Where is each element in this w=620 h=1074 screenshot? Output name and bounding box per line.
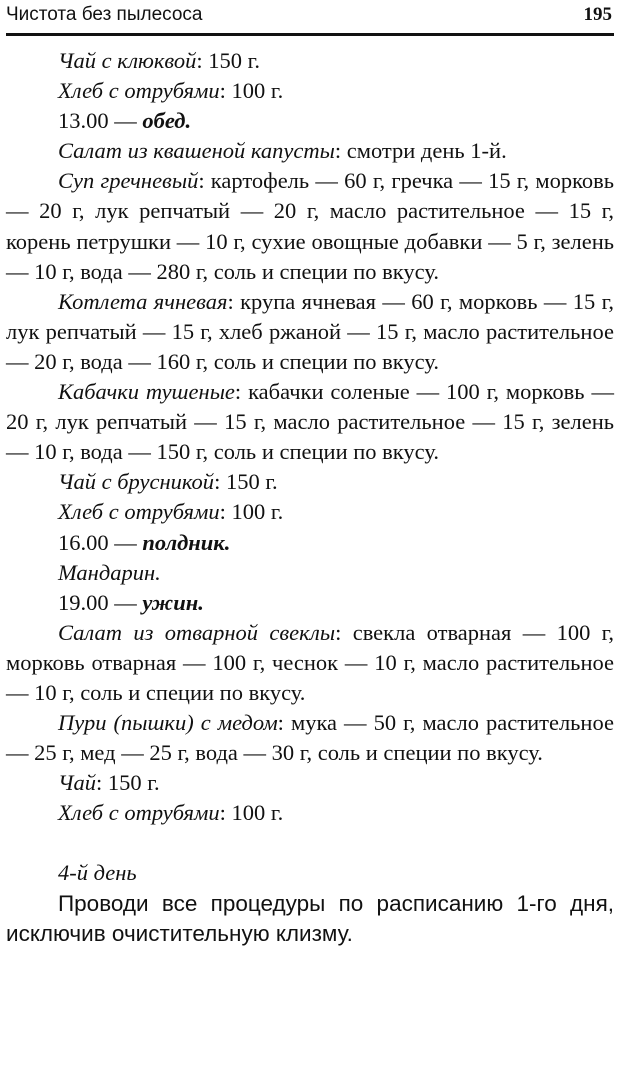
recipe-ingredients: : мука — 50 г, масло растительное — 25 г, мед — 25 г, вода — 30 г, соль и специи по вкусу. [6,710,614,766]
menu-item-bread-bran [6,76,614,106]
menu-item-name: Хлеб с отрубями [58,78,220,104]
recipe-ingredients: : кабачки соленые — 100 г, морковь — 20 г, лук репчатый — 15 г, масло растительное — 15 г, зелень — 10 г, вода — 150 г, соль и специи по вкусу. [6,379,614,465]
recipe-beet-salad [6,618,614,708]
menu-item-name: Чай с клюквой [58,48,197,73]
menu-item-tea [6,768,614,798]
menu-item-tea-lingonberry [6,467,614,497]
recipe-name: Пури (пышки) с медом [58,710,278,736]
running-head-title: Чистота без пылесоса [6,4,203,25]
menu-item-amount: : 150 г. [196,48,260,73]
recipe-barley-cutlet [6,287,614,377]
menu-item-name: Мандарин. [58,559,161,585]
meal-label: ужин. [142,589,204,615]
menu-item-bread-bran [6,798,614,828]
recipe-stewed-zucchini [6,377,614,467]
menu-item-amount: : 100 г. [219,78,284,104]
recipe-puri-honey [6,708,614,768]
menu-item-amount: : смотри день 1-й. [334,138,507,164]
meal-time: 19.00 — [58,589,143,615]
running-head [6,2,614,28]
menu-item-tea-cranberry [6,46,614,76]
recipe-buckwheat-soup [6,166,614,286]
recipe-ingredients: : крупа ячневая — 60 г, морковь — 15 г, лук репчатый — 15 г, хлеб ржаной — 15 г, масло растительное — 20 г, вода — 160 г, соль и специи по вкусу. [6,288,614,374]
recipe-ingredients: : свекла отварная — 100 г, морковь отварная — 100 г, чеснок — 10 г, масло растительное — 10 г, соль и специи по вкусу. [6,619,615,705]
page-number: 195 [583,4,612,25]
section-heading: 4-й день [58,860,137,886]
section-spacer [6,828,614,858]
meal-label: обед. [142,108,192,134]
meal-time: 16.00 — [58,529,143,555]
recipe-name: Котлета ячневая [58,288,228,314]
meal-time-snack [6,528,614,558]
menu-item-sauerkraut-salad [6,136,614,166]
page-body [6,46,614,949]
recipe-name: Салат из отварной свеклы [58,619,336,645]
menu-item-amount: : 150 г. [214,469,278,495]
meal-label: полдник. [142,529,231,555]
meal-time-lunch [6,106,614,136]
recipe-name: Суп гречневый [58,168,199,194]
meal-time-dinner [6,588,614,618]
menu-item-name: Чай с брусникой [58,469,215,495]
menu-item-amount: : 150 г. [96,770,160,796]
menu-item-bread-bran [6,497,614,527]
menu-item-amount: : 100 г. [219,499,284,525]
menu-item-name: Хлеб с отрубями [58,499,220,525]
section-heading-day-4 [6,858,614,888]
recipe-ingredients: : картофель — 60 г, гречка — 15 г, морковь — 20 г, лук репчатый — 20 г, масло растительное — 15 г, корень петрушки — 10 г, сухие овощные добавки — 5 г, зелень — 10 г, вода — 280 г, соль и специи по вкусу. [6,168,614,284]
menu-item-amount: : 100 г. [219,800,284,826]
header-rule [6,33,614,36]
section-text: Проводи все процедуры по расписанию 1-го дня, исключив очистительную клизму. [6,890,614,946]
recipe-name: Кабачки тушеные [58,379,235,405]
menu-item-mandarin [6,558,614,588]
menu-item-name: Салат из квашеной капусты [58,138,335,164]
menu-item-name: Чай [58,770,97,796]
meal-time: 13.00 — [58,108,143,134]
menu-item-name: Хлеб с отрубями [58,800,220,826]
